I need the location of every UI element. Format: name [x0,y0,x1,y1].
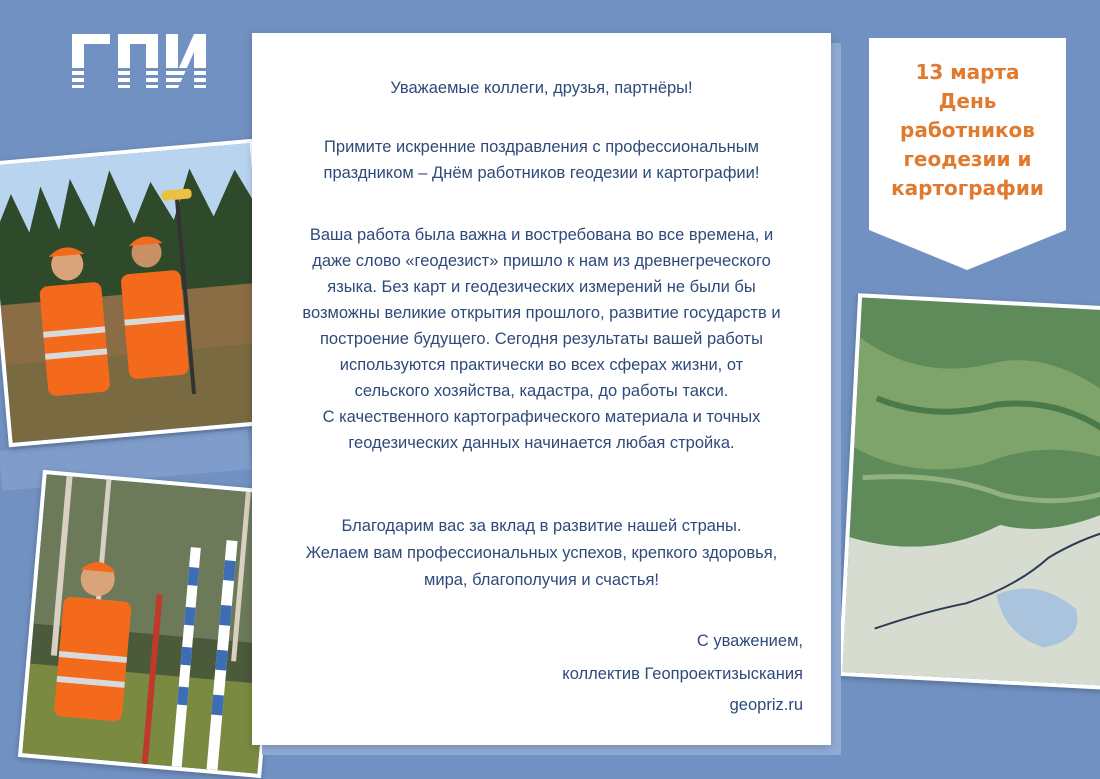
signature-regards: С уважением, [696,632,803,650]
letter-paragraph-2-line-2: даже слово «геодезист» пришло к нам из древнегреческого [312,252,771,270]
banner-line-4: геодезии и [903,147,1032,171]
letter-paragraph-2-line-3: языка. Без карт и геодезических измерений не были бы [327,278,756,296]
letter-paragraph-3-line-1: Благодарим вас за вклад в развитие нашей страны. [341,517,742,535]
banner-line-3: работников [900,118,1035,142]
congratulation-letter [252,33,831,745]
signature-website[interactable]: geopriz.ru [729,696,803,714]
banner-line-2: День [938,89,997,113]
gpi-logo [70,30,208,88]
letter-paragraph-2-line-6: используются практически во всех сферах жизни, от [339,356,744,374]
surveyor-photo [18,470,286,778]
banner-line-5: картографии [891,176,1044,200]
letter-paragraph-2-line-4: возможны великие открытия прошлого, развитие государств и [302,304,781,322]
letter-greeting: Уважаемые коллеги, друзья, партнёры! [390,79,693,97]
banner-text [869,58,1066,203]
letter-paragraph-3-line-3: мира, благополучия и счастья! [424,571,659,589]
letter-paragraph-2-line-7: сельского хозяйства, кадастра, до работы такси. [354,382,729,400]
relief-map [838,293,1100,690]
surveyors-photo [0,139,278,447]
letter-paragraph-2-line-8: С качественного картографического материала и точных [322,408,761,426]
banner-date: 13 марта [915,60,1020,84]
date-banner [869,38,1066,270]
letter-paragraph-2-line-5: построение будущего. Сегодня результаты вашей работы [320,330,763,348]
letter-paragraph-2-line-1: Ваша работа была важна и востребована во все времена, и [309,226,774,244]
signature-team: коллектив Геопроектизыскания [562,665,803,683]
letter-paragraph-2-line-9: геодезических данных начинается любая стройка. [348,434,735,452]
letter-paragraph-3-line-2: Желаем вам профессиональных успехов, крепкого здоровья, [305,544,778,562]
letter-paragraph-1-line-2: праздником – Днём работников геодезии и картографии! [323,164,760,182]
letter-paragraph-1-line-1: Примите искренние поздравления с профессиональным [324,138,759,156]
